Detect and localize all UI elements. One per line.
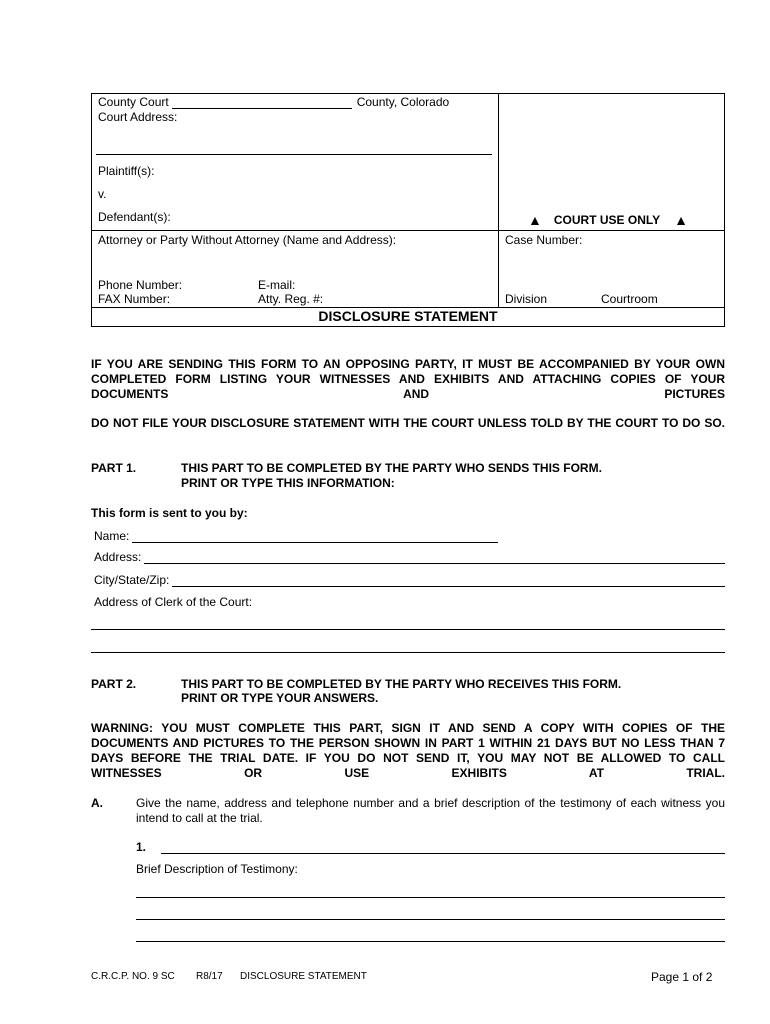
- sender-name-label: Name:: [94, 529, 130, 543]
- testimony-line[interactable]: [136, 941, 725, 942]
- county-court-label: County Court: [98, 95, 169, 109]
- sent-by-heading: This form is sent to you by:: [91, 506, 248, 520]
- part2-line1: THIS PART TO BE COMPLETED BY THE PARTY WHO RECEIVES THIS FORM.: [181, 677, 622, 691]
- court-address-label: Court Address:: [98, 110, 178, 124]
- county-court-field[interactable]: [98, 95, 468, 109]
- form-title: DISCLOSURE STATEMENT: [318, 308, 498, 324]
- court-use-only-label: COURT USE ONLY: [553, 213, 661, 227]
- testimony-line[interactable]: [136, 919, 725, 920]
- footer-revision: R8/17: [196, 971, 223, 982]
- triangle-up-icon: ▲: [674, 212, 688, 228]
- email-label: E-mail:: [258, 278, 296, 292]
- defendants-label: Defendant(s):: [98, 210, 171, 224]
- attorney-label: Attorney or Party Without Attorney (Name and Address):: [98, 233, 397, 247]
- plaintiffs-label: Plaintiff(s):: [98, 164, 155, 178]
- section-a-label: A.: [91, 796, 103, 810]
- clerk-address-line[interactable]: [91, 629, 725, 630]
- sender-city-field[interactable]: [94, 573, 725, 587]
- testimony-line[interactable]: [136, 897, 725, 898]
- division-label: Division: [505, 292, 548, 306]
- part1-label: PART 1.: [91, 461, 137, 475]
- phone-label: Phone Number:: [98, 278, 183, 292]
- witness-1-label: 1.: [136, 840, 147, 854]
- brief-description-label: Brief Description of Testimony:: [136, 862, 298, 876]
- sender-name-field[interactable]: [94, 529, 498, 543]
- part2-label: PART 2.: [91, 677, 137, 691]
- warning-notice: WARNING: YOU MUST COMPLETE THIS PART, SIGN IT AND SEND A COPY WITH COPIES OF THE DOCUMENTS AND PICTURES TO THE PERSON SHOWN IN PART 1 WITHIN 21 DAYS BUT NO LESS THAN 7 DAYS BEFORE THE TRIAL DATE. IF YOU DO NOT SEND IT, YOU MAY NOT BE ALLOWED TO CALL WITNESSES OR USE EXHIBITS AT TRIAL.: [91, 721, 725, 780]
- clerk-address-line[interactable]: [91, 652, 725, 653]
- courtroom-label: Courtroom: [601, 292, 658, 306]
- section-a-text: Give the name, address and telephone number and a brief description of the testimony of each witness you intend to call at the trial.: [136, 796, 725, 825]
- part2-line2: PRINT OR TYPE YOUR ANSWERS.: [181, 691, 379, 705]
- part1-line1: THIS PART TO BE COMPLETED BY THE PARTY WHO SENDS THIS FORM.: [181, 461, 602, 475]
- atty-reg-label: Atty. Reg. #:: [258, 292, 324, 306]
- sender-address-label: Address:: [94, 550, 142, 564]
- case-number-label: Case Number:: [505, 233, 583, 247]
- part1-line2: PRINT OR TYPE THIS INFORMATION:: [181, 476, 395, 490]
- witness-1-field[interactable]: [136, 840, 725, 854]
- do-not-file-notice: DO NOT FILE YOUR DISCLOSURE STATEMENT WITH THE COURT UNLESS TOLD BY THE COURT TO DO SO.: [91, 416, 725, 430]
- fax-label: FAX Number:: [98, 292, 171, 306]
- page-number: Page 1 of 2: [651, 970, 713, 984]
- sender-city-label: City/State/Zip:: [94, 573, 170, 587]
- court-use-only: [528, 212, 688, 228]
- triangle-up-icon: ▲: [528, 212, 542, 228]
- county-colorado-label: County, Colorado: [356, 95, 450, 109]
- versus-label: v.: [98, 187, 107, 201]
- court-address-line[interactable]: [96, 154, 492, 155]
- clerk-address-label: Address of Clerk of the Court:: [94, 595, 253, 609]
- sender-address-field[interactable]: [94, 550, 725, 564]
- footer-rule: C.R.C.P. NO. 9 SC: [91, 971, 175, 982]
- sending-notice: IF YOU ARE SENDING THIS FORM TO AN OPPOSING PARTY, IT MUST BE ACCOMPANIED BY YOUR OWN COMPLETED FORM LISTING YOUR WITNESSES AND EXHIBITS AND ATTACHING COPIES OF YOUR DOCUMENTS AND PICTURES: [91, 357, 725, 401]
- footer-form-name: DISCLOSURE STATEMENT: [240, 971, 367, 982]
